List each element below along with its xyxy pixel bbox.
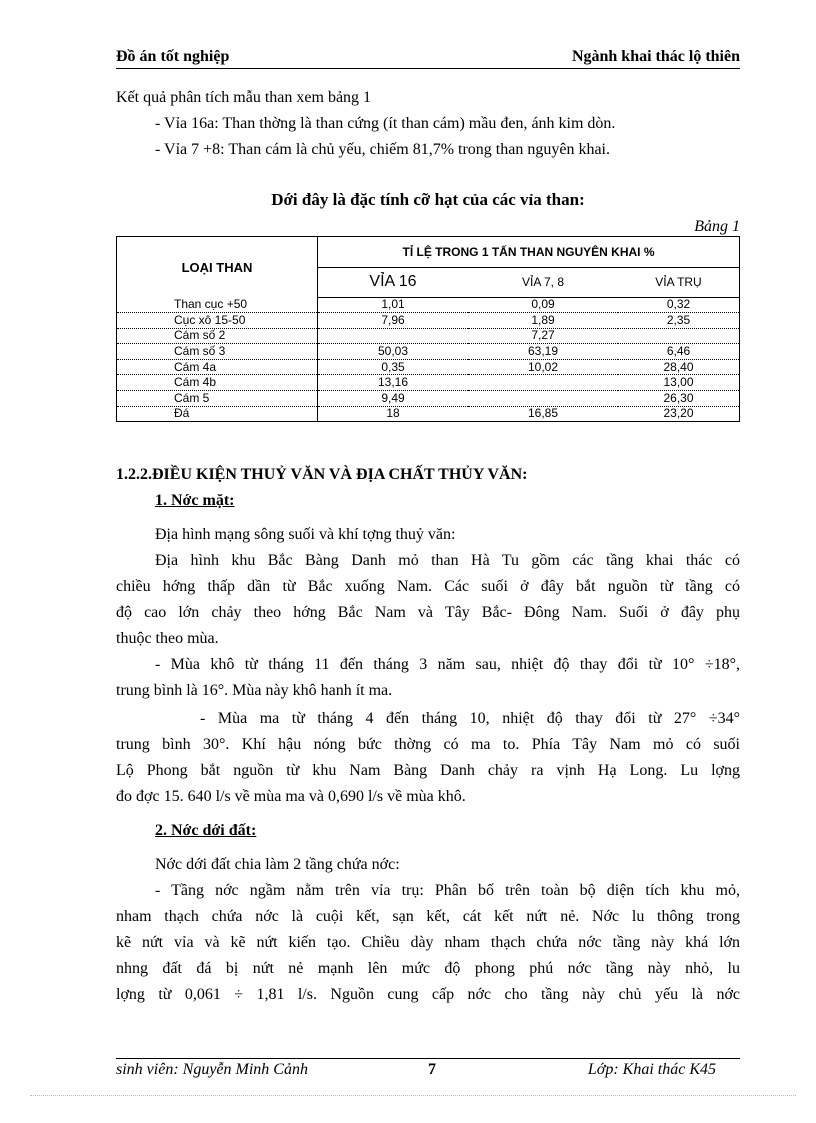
cell: 63,19 [468,344,618,360]
row-name: Cám số 2 [117,328,318,344]
col-header: VỈA 16 [318,268,469,297]
table-label: Bảng 1 [694,218,740,235]
table-row [117,344,740,360]
row-name: Cục xô 15-50 [117,313,318,329]
row-name: Cám 5 [117,391,318,407]
cell [618,328,740,344]
body-line: - Mùa ma từ tháng 4 đến tháng 10, nhiệt độ thay đổi từ 27° ÷34° [200,710,740,727]
page-header [116,48,740,69]
table-row [117,297,740,313]
col-header: VỈA TRỤ [618,268,740,297]
cell: 28,40 [618,359,740,375]
cell: 9,49 [318,391,469,407]
body-line: - Mùa khô từ tháng 11 đến tháng 3 năm sau, nhiệt độ thay đổi từ 10° ÷18°, [155,656,740,673]
body-line: lợng từ 0,061 ÷ 1,81 l/s. Nguồn cung cấp nớc cho tầng này chủ yếu là nớc [116,986,740,1003]
body-line: Địa hình mạng sông suối và khí tợng thuỷ văn: [155,526,456,543]
intro-line: - Vỉa 7 +8: Than cám là chủ yếu, chiếm 81,7% trong than nguyên khai. [155,141,610,158]
row-name: Cám 4a [117,359,318,375]
body-line: Địa hình khu Bắc Bàng Danh mỏ than Hà Tu gồm các tầng khai thác có [155,552,740,569]
body-line: trung bình 30°. Khí hậu nóng bức thờng có ma to. Phía Tây Nam mỏ có suối [116,736,740,753]
cell [318,328,469,344]
body-line: độ cao lớn chảy theo hớng Bắc Nam và Tây Bắc- Đông Nam. Suối ở đây phụ [116,604,740,621]
body-line: thuộc theo mùa. [116,630,219,647]
body-line: - Tầng nớc ngầm nằm trên vỉa trụ: Phân bố trên toàn bộ diện tích khu mỏ, [155,882,740,899]
body-line: Lộ Phong bắt nguồn từ khu Nam Bàng Danh chảy ra vịnh Hạ Long. Lu lợng [116,762,740,779]
body-line: nham thạch chứa nớc là cuội kết, sạn kết, cát kết nứt nẻ. Nớc lu thông trong [116,908,740,925]
table-caption: Dới đây là đặc tính cỡ hạt của các vỉa than: [271,190,585,209]
table-row [117,406,740,422]
cell: 18 [386,406,400,421]
footer-class: Lớp: Khai thác K45 [587,1061,716,1078]
bottom-dotted-rule [30,1095,796,1096]
row-name: Cám số 3 [117,344,318,360]
footer-student: sinh viên: Nguyễn Minh Cảnh [116,1061,308,1078]
body-line: đo đợc 15. 640 l/s về mùa ma và 0,690 l/s về mùa khô. [116,788,466,805]
row-name: Đá [117,406,318,422]
header-left: Đồ án tốt nghiệp [116,48,230,65]
cell: 13,16 [318,375,469,391]
cell: 2,35 [618,313,740,329]
cell: 0,35 [318,359,469,375]
coal-size-table [116,236,740,422]
table-row [117,391,740,407]
intro-line: - Vỉa 16a: Than thờng là than cứng (ít than cám) mầu đen, ánh kim dòn. [155,115,616,132]
cell: 1,89 [468,313,618,329]
header-right: Ngành khai thác lộ thiên [571,48,740,65]
cell: 0,09 [468,297,618,313]
cell: 0,32 [618,297,740,313]
intro-line: Kết quả phân tích mẫu than xem bảng 1 [116,89,372,106]
table-row [117,328,740,344]
body-line: nhng đất đá bị nứt nẻ mạnh lên mức độ phong phú nớc tầng này nhỏ, lu [116,960,740,977]
col-header: VỈA 7, 8 [468,268,618,297]
body-line: chiều hớng thấp dần từ Bắc xuống Nam. Các suối ở đây bắt nguồn từ tầng có [116,578,740,595]
table-row [117,359,740,375]
cell: 13,00 [618,375,740,391]
cell [468,375,618,391]
body-line: Nớc dới đất chia làm 2 tầng chứa nớc: [155,856,400,873]
cell [468,391,618,407]
row-name: Cám 4b [117,375,318,391]
group-header: TỈ LỆ TRONG 1 TẤN THAN NGUYÊN KHAI % [318,237,740,268]
cell: 50,03 [318,344,469,360]
table-row [117,375,740,391]
cell: 10,02 [468,359,618,375]
row-name: Than cục +50 [117,297,318,313]
cell: 23,20 [663,406,694,421]
subsection-heading: 2. Nớc dới đất: [155,822,257,839]
body-line: kẽ nứt vỉa và kẽ nứt kiến tạo. Chiều dày nham thạch chứa nớc tầng này khá lớn [116,934,740,951]
col-type-header: LOẠI THAN [117,237,318,298]
section-heading: 1.2.2.ĐIỀU KIỆN THUỶ VĂN VÀ ĐỊA CHẤT THỦY VĂN: [116,466,528,483]
cell: 7,96 [318,313,469,329]
cell: 7,27 [468,328,618,344]
body-line: trung bình là 16°. Mùa này khô hanh ít ma. [116,682,393,699]
table-row [117,313,740,329]
cell: 16,85 [527,406,559,421]
cell: 6,46 [618,344,740,360]
cell: 26,30 [618,391,740,407]
page-number: 7 [428,1061,436,1078]
page-footer [116,1058,740,1083]
subsection-heading: 1. Nớc mặt: [155,492,235,509]
cell: 1,01 [318,297,469,313]
